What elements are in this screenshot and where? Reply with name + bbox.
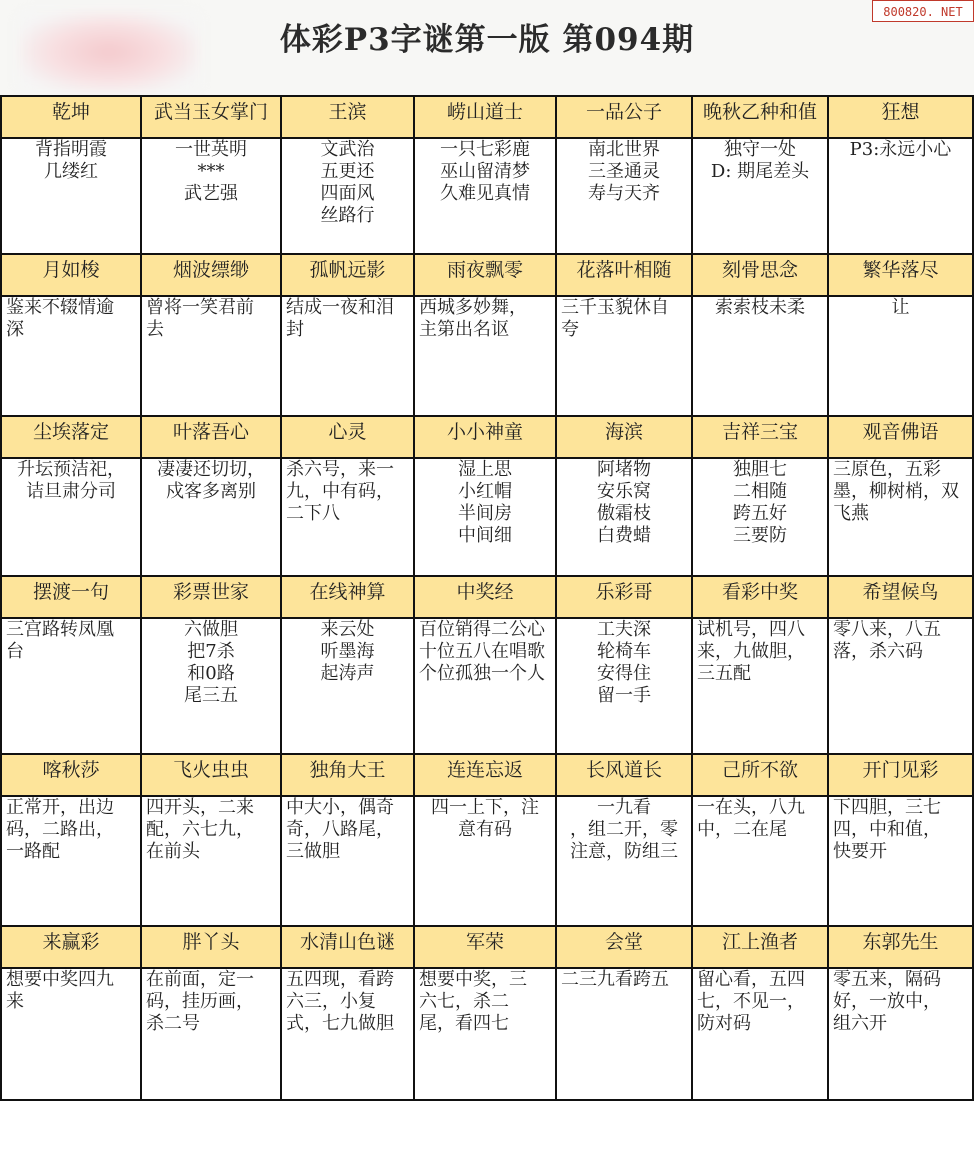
riddle-text: 湿上思 小红帽 半间房 中间细 — [458, 459, 512, 546]
header-row — [1, 576, 973, 618]
author-name-cell: 刻骨思念 — [692, 254, 828, 296]
riddle-text-cell — [556, 618, 692, 754]
author-name-cell: 崂山道士 — [414, 96, 556, 138]
author-name-cell: 摆渡一句 — [1, 576, 141, 618]
author-name-cell: 江上渔者 — [692, 926, 828, 968]
author-name-cell: 狂想 — [828, 96, 973, 138]
riddle-text: 一只七彩鹿 巫山留清梦 久难见真情 — [440, 139, 530, 204]
riddle-text: 文武治 五更还 四面风 丝路行 — [320, 139, 375, 226]
riddle-text-cell — [141, 618, 281, 754]
riddle-text-cell — [556, 968, 692, 1100]
riddle-text: 留心看，五四 七，不见一， 防对码 — [697, 969, 805, 1034]
riddle-text-cell — [828, 138, 973, 254]
riddle-text-cell — [414, 296, 556, 416]
riddle-text-cell — [414, 138, 556, 254]
riddle-text-cell — [692, 618, 828, 754]
riddle-text-cell — [828, 618, 973, 754]
riddle-text: 凄凄还切切， 戍客多离别 — [157, 459, 265, 502]
author-name-cell: 孤帆远影 — [281, 254, 414, 296]
header-row — [1, 96, 973, 138]
riddle-text-cell — [692, 296, 828, 416]
author-name-cell: 独角大王 — [281, 754, 414, 796]
site-watermark-badge: 800820. NET — [872, 0, 974, 22]
author-name-cell: 水清山色谜 — [281, 926, 414, 968]
author-name-cell: 乾坤 — [1, 96, 141, 138]
riddle-text-cell — [141, 796, 281, 926]
riddle-text: 三宫路转凤凰 台 — [6, 619, 114, 662]
riddle-text: 让 — [891, 297, 910, 318]
riddle-text: 正常开，出边 码，二路出， 一路配 — [6, 797, 114, 862]
riddle-text: 一世英明 *** 武艺强 — [175, 139, 247, 204]
riddle-text: 鉴来不辍情逾 深 — [6, 297, 114, 340]
author-name-cell: 胖丫头 — [141, 926, 281, 968]
riddle-text-cell — [414, 458, 556, 576]
page-title: 体彩P3字谜第一版 第094期 — [279, 22, 695, 58]
content-row — [1, 296, 973, 416]
riddle-text-cell — [281, 618, 414, 754]
author-name-cell: 喀秋莎 — [1, 754, 141, 796]
author-name-cell: 己所不欲 — [692, 754, 828, 796]
author-name-cell: 中奖经 — [414, 576, 556, 618]
riddle-text: 试机号，四八 来，九做胆， 三五配 — [697, 619, 805, 684]
riddle-text: 中大小，偶奇 奇，八路尾， 三做胆 — [286, 797, 394, 862]
riddle-text: 四一上下，注 意有码 — [431, 797, 539, 840]
author-name-cell: 叶落吾心 — [141, 416, 281, 458]
author-name-cell: 晚秋乙种和值 — [692, 96, 828, 138]
riddle-text-cell — [1, 296, 141, 416]
riddle-text: 一九看 ，组二开，零 注意，防组三 — [570, 797, 678, 862]
content-row — [1, 968, 973, 1100]
riddle-text-cell — [692, 796, 828, 926]
riddle-text-cell — [692, 968, 828, 1100]
header-row — [1, 254, 973, 296]
author-name-cell: 彩票世家 — [141, 576, 281, 618]
riddle-text-cell — [828, 296, 973, 416]
author-name-cell: 小小神童 — [414, 416, 556, 458]
riddle-text-cell — [828, 968, 973, 1100]
author-name-cell: 心灵 — [281, 416, 414, 458]
riddle-text-cell — [1, 618, 141, 754]
riddle-text-cell — [556, 796, 692, 926]
riddle-text: 结成一夜和泪 封 — [286, 297, 394, 340]
riddle-text: 零五来，隔码 好，一放中， 组六开 — [833, 969, 941, 1034]
author-name-cell: 吉祥三宝 — [692, 416, 828, 458]
riddle-text-cell — [281, 138, 414, 254]
riddle-text: 曾将一笑君前 去 — [146, 297, 254, 340]
author-name-cell: 一品公子 — [556, 96, 692, 138]
author-name-cell: 来赢彩 — [1, 926, 141, 968]
author-name-cell: 雨夜飘零 — [414, 254, 556, 296]
riddle-text: 南北世界 三圣通灵 寿与天齐 — [588, 139, 660, 204]
content-row — [1, 618, 973, 754]
riddle-text-cell — [281, 458, 414, 576]
riddle-text: 杀六号，来一 九，中有码， 二下八 — [286, 459, 394, 524]
riddle-text-cell — [828, 458, 973, 576]
author-name-cell: 乐彩哥 — [556, 576, 692, 618]
riddle-text: 阿堵物 安乐窝 傲霜枝 白费蜡 — [597, 459, 651, 546]
riddle-text: 独胆七 二相随 跨五好 三要防 — [733, 459, 787, 546]
riddle-text: 下四胆，三七 四，中和值， 快要开 — [833, 797, 941, 862]
riddle-text: 零八来，八五 落，杀六码 — [833, 619, 941, 662]
riddle-text-cell — [1, 796, 141, 926]
riddle-text: 百位销得二公心 十位五八在唱歌 个位孤独一个人 — [419, 619, 545, 684]
content-row — [1, 796, 973, 926]
author-name-cell: 军荣 — [414, 926, 556, 968]
header-row — [1, 926, 973, 968]
author-name-cell: 开门见彩 — [828, 754, 973, 796]
riddle-text-cell — [281, 296, 414, 416]
riddle-grid — [0, 95, 974, 1101]
author-name-cell: 连连忘返 — [414, 754, 556, 796]
riddle-text: 四开头，二来 配，六七九， 在前头 — [146, 797, 254, 862]
riddle-text: 来云处 听墨海 起涛声 — [320, 619, 375, 684]
riddle-text-cell — [692, 458, 828, 576]
author-name-cell: 长风道长 — [556, 754, 692, 796]
author-name-cell: 希望候鸟 — [828, 576, 973, 618]
author-name-cell: 会堂 — [556, 926, 692, 968]
riddle-text: 升坛预洁祀， 诘旦肃分司 — [17, 459, 125, 502]
riddle-text-cell — [1, 968, 141, 1100]
riddle-text: P3:永远小心 — [849, 139, 952, 160]
author-name-cell: 看彩中奖 — [692, 576, 828, 618]
riddle-text: 工夫深 轮椅车 安得住 留一手 — [597, 619, 651, 706]
content-row — [1, 458, 973, 576]
riddle-text: 想要中奖四九 来 — [6, 969, 114, 1012]
riddle-text: 西城多妙舞， 主第出名讴 — [419, 297, 527, 340]
riddle-text-cell — [1, 138, 141, 254]
riddle-text: 五四现，看跨 六三，小复 式，七九做胆 — [286, 969, 394, 1034]
author-name-cell: 王滨 — [281, 96, 414, 138]
riddle-text-cell — [556, 458, 692, 576]
riddle-text: 二三九看跨五 — [561, 969, 669, 990]
riddle-text: 一在头，八九 中，二在尾 — [697, 797, 805, 840]
header-row — [1, 754, 973, 796]
content-row — [1, 138, 973, 254]
riddle-text-cell — [828, 796, 973, 926]
riddle-text-cell — [414, 618, 556, 754]
author-name-cell: 月如梭 — [1, 254, 141, 296]
riddle-text: 想要中奖，三 六七，杀二 尾，看四七 — [419, 969, 527, 1034]
author-name-cell: 烟波缥缈 — [141, 254, 281, 296]
riddle-text-cell — [281, 796, 414, 926]
riddle-text: 索索枝未柔 — [715, 297, 805, 318]
riddle-text-cell — [141, 296, 281, 416]
riddle-text: 在前面，定一 码，挂历画， 杀二号 — [146, 969, 254, 1034]
riddle-text-cell — [556, 296, 692, 416]
page-header — [0, 0, 974, 95]
riddle-text-cell — [141, 458, 281, 576]
riddle-text-cell — [414, 796, 556, 926]
riddle-text-cell — [141, 138, 281, 254]
riddle-text: 三千玉貌休自 夸 — [561, 297, 669, 340]
riddle-text-cell — [414, 968, 556, 1100]
header-row — [1, 416, 973, 458]
author-name-cell: 尘埃落定 — [1, 416, 141, 458]
author-name-cell: 观音佛语 — [828, 416, 973, 458]
author-name-cell: 花落叶相随 — [556, 254, 692, 296]
riddle-text: 三原色，五彩 墨，柳树梢，双 飞燕 — [833, 459, 959, 524]
riddle-text-cell — [556, 138, 692, 254]
author-name-cell: 海滨 — [556, 416, 692, 458]
author-name-cell: 繁华落尽 — [828, 254, 973, 296]
riddle-text: 六做胆 把7杀 和0路 尾三五 — [184, 619, 238, 706]
riddle-text-cell — [281, 968, 414, 1100]
author-name-cell: 飞火虫虫 — [141, 754, 281, 796]
riddle-text-cell — [1, 458, 141, 576]
riddle-text-cell — [692, 138, 828, 254]
author-name-cell: 东郭先生 — [828, 926, 973, 968]
author-name-cell: 在线神算 — [281, 576, 414, 618]
riddle-text: 背指明霞 几缕红 — [35, 139, 107, 182]
author-name-cell: 武当玉女掌门 — [141, 96, 281, 138]
riddle-text-cell — [141, 968, 281, 1100]
riddle-text: 独守一处 D: 期尾差头 — [710, 139, 810, 182]
